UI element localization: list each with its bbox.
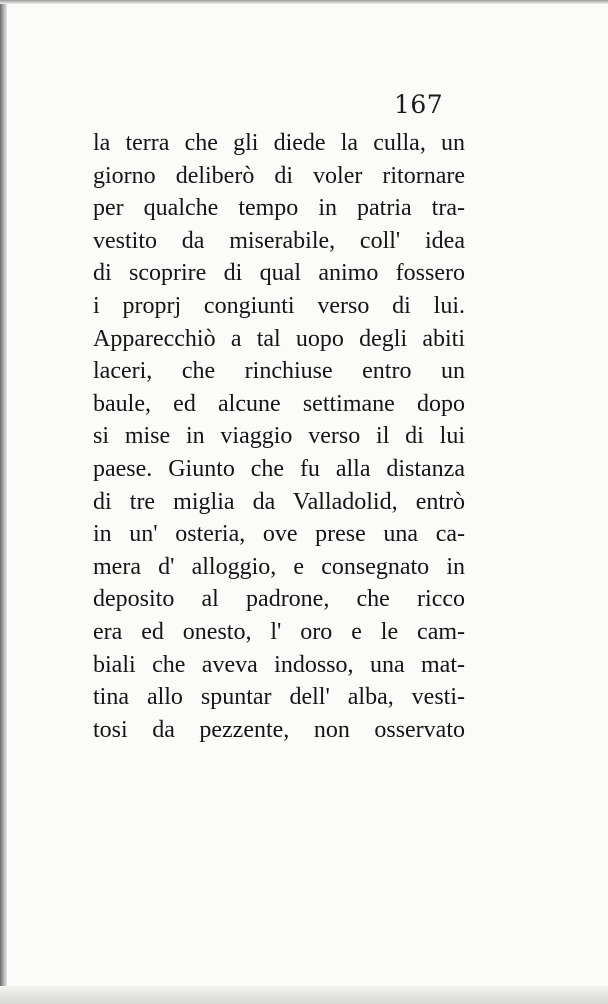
page-number: 167: [394, 90, 444, 119]
text-line: i proprj congiunti verso di lui.: [93, 292, 465, 319]
body-text: [93, 127, 465, 746]
text-line: giorno deliberò di voler ritornare: [93, 162, 465, 189]
text-line: di tre miglia da Valladolid, entrò: [93, 488, 465, 515]
text-line: era ed onesto, l' oro e le cam-: [93, 618, 465, 645]
text-line: in un' osteria, ove prese una ca-: [93, 521, 465, 548]
text-line: deposito al padrone, che ricco: [93, 586, 465, 613]
text-line: laceri, che rinchiuse entro un: [93, 358, 465, 385]
text-line: baule, ed alcune settimane dopo: [93, 390, 465, 417]
text-line: mera d' alloggio, e consegnato in: [93, 553, 465, 580]
text-line: la terra che gli diede la culla, un: [93, 130, 465, 156]
page-bottom-edge: [0, 986, 608, 1004]
text-line: vestito da miserabile, coll' idea: [93, 227, 465, 254]
page-binding-edge: [0, 0, 7, 1004]
text-line: tina allo spuntar dell' alba, vesti-: [93, 684, 465, 711]
text-line: si mise in viaggio verso il di lui: [93, 423, 465, 450]
page-top-edge: [0, 0, 608, 4]
text-line: biali che aveva indosso, una mat-: [93, 651, 465, 678]
text-line: tosi da pezzente, non osservato: [93, 716, 465, 743]
text-line: Apparecchiò a tal uopo degli abiti: [93, 325, 465, 352]
text-line: per qualche tempo in patria tra-: [93, 195, 465, 222]
text-line: di scoprire di qual animo fossero: [93, 260, 465, 287]
text-line: paese. Giunto che fu alla distanza: [93, 455, 465, 482]
